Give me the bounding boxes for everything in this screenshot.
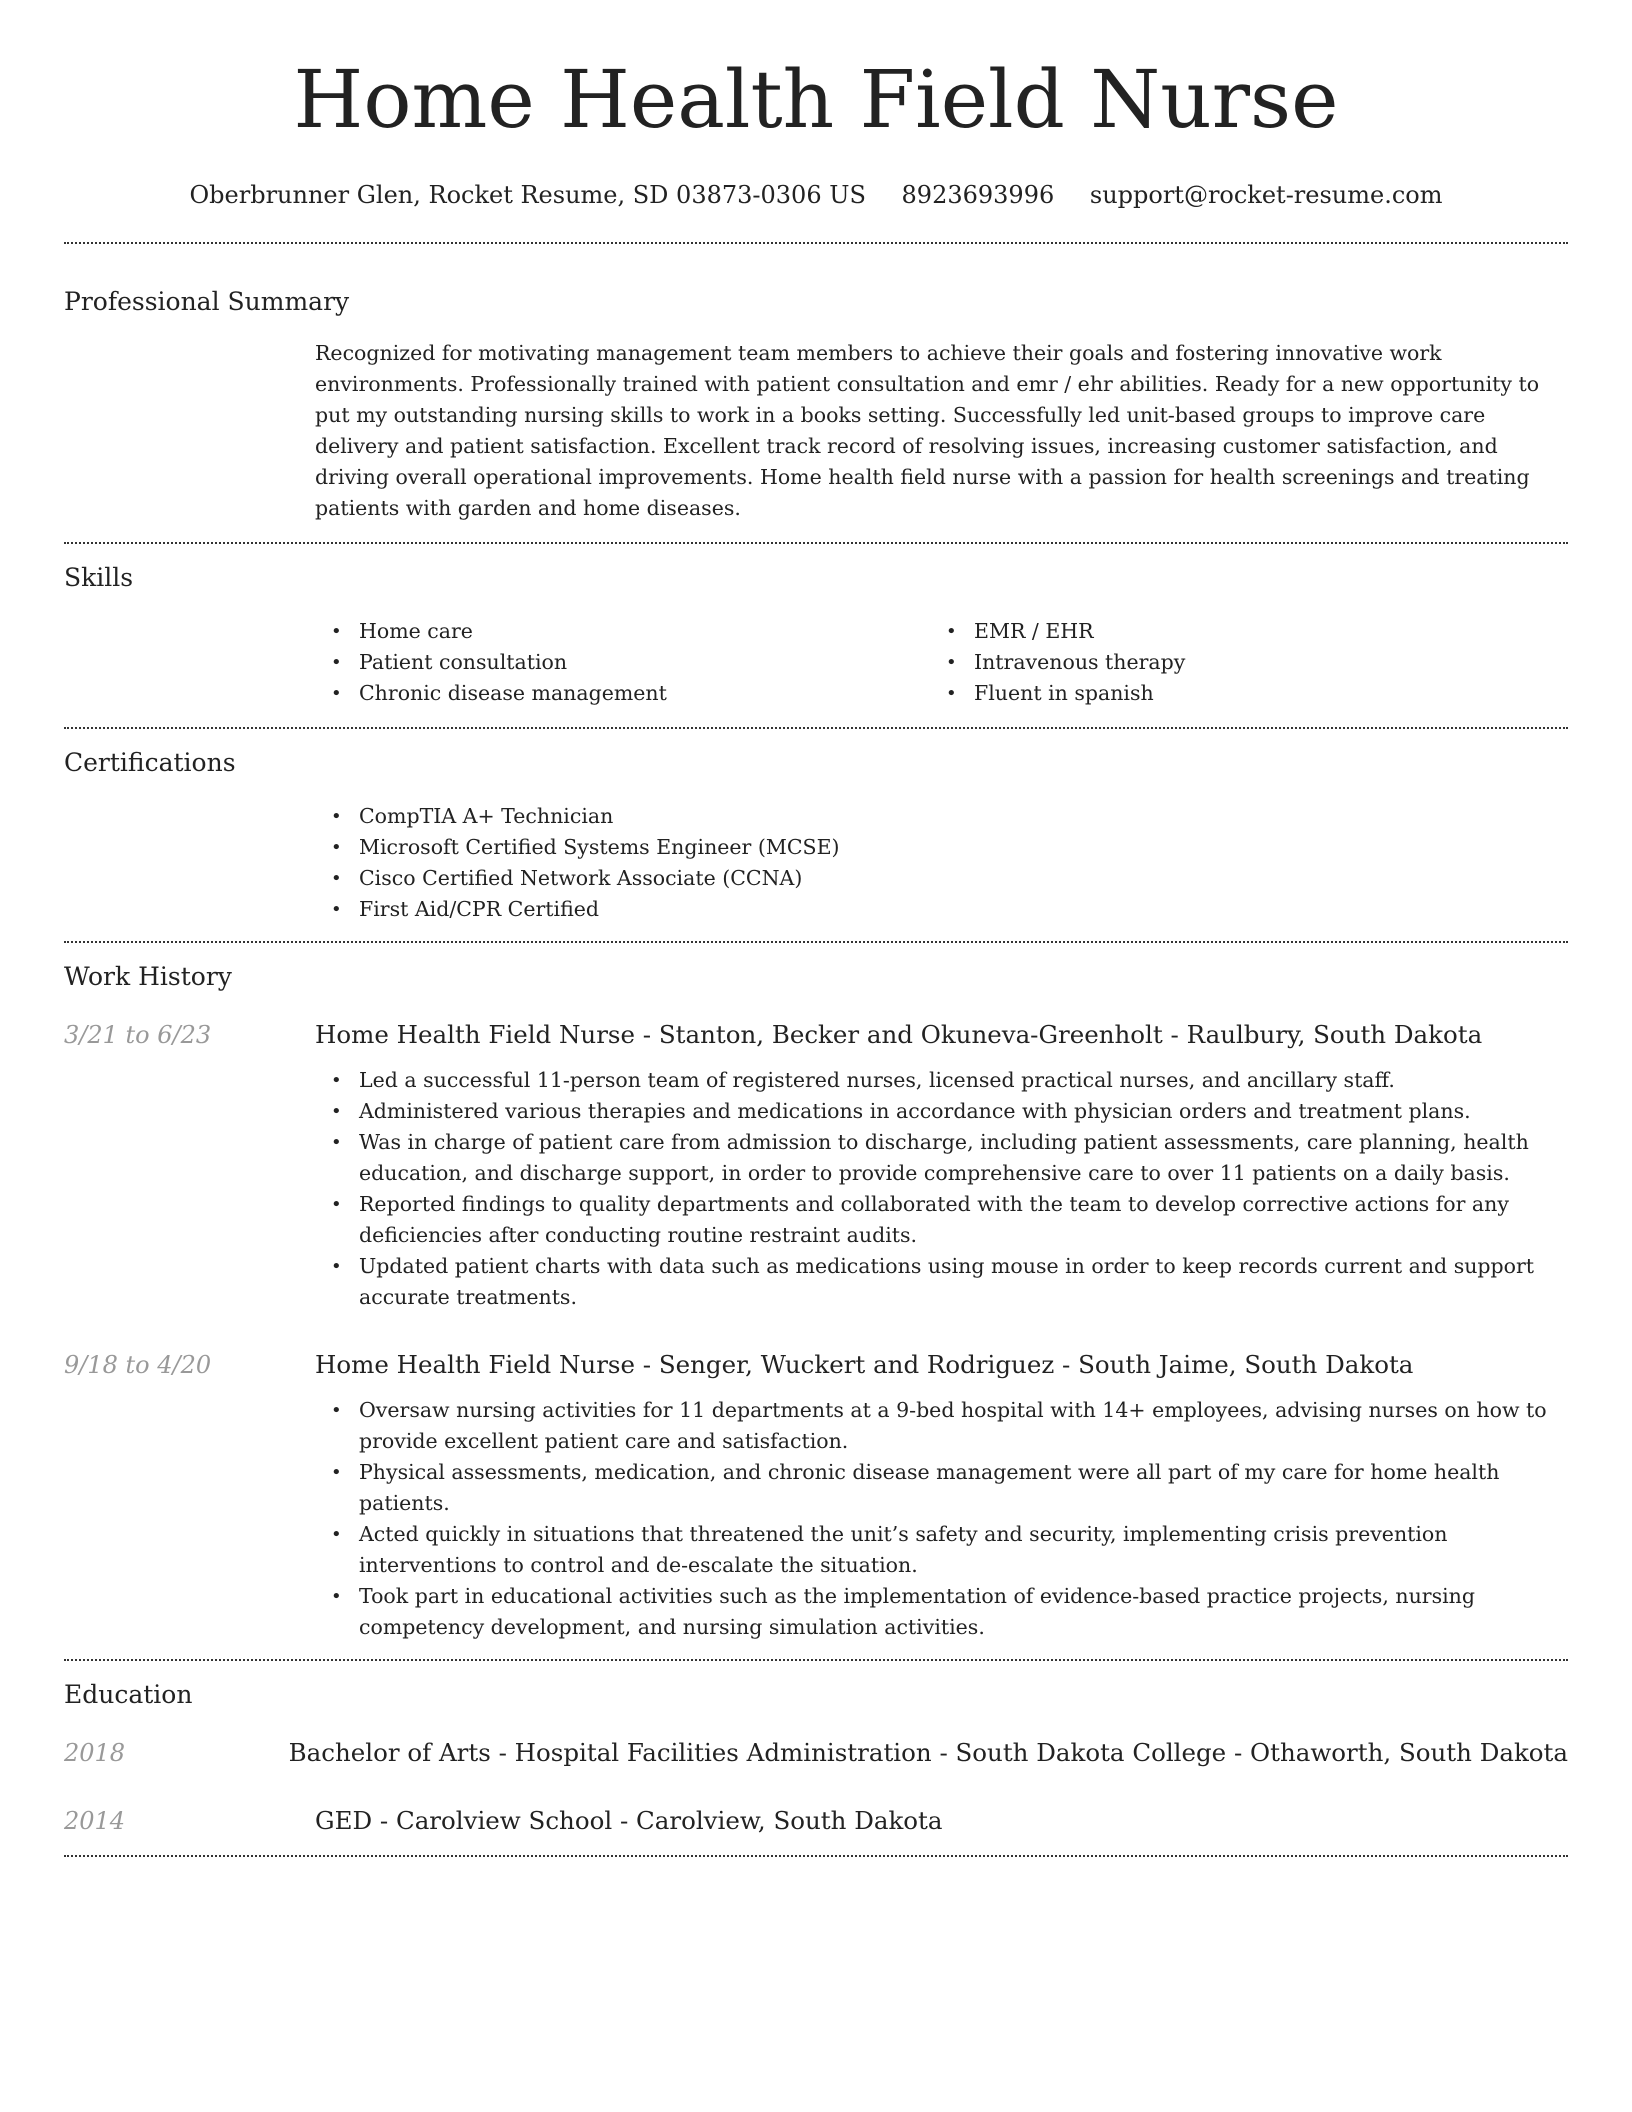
job-entry-2 — [64, 1349, 1568, 1381]
job-2-bullets — [315, 1395, 1568, 1643]
job-bullet: • Led a successful 11-person team of registered nurses, licensed practical nurses, and ancillary staff. — [315, 1065, 1568, 1096]
candidate-name: Home Health Field Nurse — [293, 53, 1339, 146]
job-title: Home Health Field Nurse - Senger, Wuckert and Rodriguez - South Jaime, South Dakota — [315, 1350, 1414, 1379]
skills-list — [315, 616, 1568, 709]
job-bullet: • Was in charge of patient care from admission to discharge, including patient assessments, care planning, health education, and discharge support, in order to provide comprehensive care to over 11 patients on a daily basis. — [315, 1127, 1568, 1189]
skill-item: • EMR / EHR — [930, 616, 1545, 647]
job-bullet: • Reported findings to quality departments and collaborated with the team to develop corrective actions for any deficiencies after conducting routine restraint audits. — [315, 1189, 1568, 1251]
summary-text: Recognized for motivating management team members to achieve their goals and fostering innovative work environments. Professionally trained with patient consultation and emr / ehr abilities. Ready for a new opportunity to put my outstanding nursing skills to work in a books setting. Successfully led unit-based groups to improve care delivery and patient satisfaction. Excellent track record of resolving issues, increasing customer satisfaction, and driving overall operational improvements. Home health field nurse with a passion for health screenings and treating patients with garden and home diseases. — [315, 341, 1540, 520]
job-bullet: • Physical assessments, medication, and chronic disease management were all part of my care for home health patients. — [315, 1457, 1568, 1519]
contact-line — [64, 180, 1568, 210]
certification-item: • CompTIA A+ Technician — [315, 801, 1568, 832]
contact-email: support@rocket-resume.com — [1089, 181, 1443, 209]
job-1-bullets — [315, 1065, 1568, 1313]
work-history-heading: Work History — [64, 962, 232, 991]
section-divider — [64, 727, 1568, 729]
skills-column-right — [930, 616, 1545, 709]
resume-page — [64, 0, 1568, 1857]
skill-item: • Fluent in spanish — [930, 678, 1545, 709]
certification-item: • Cisco Certified Network Associate (CCNA) — [315, 863, 1568, 894]
section-divider — [64, 1855, 1568, 1857]
job-bullet: • Administered various therapies and medications in accordance with physician orders and treatment plans. — [315, 1096, 1568, 1127]
job-bullet: • Acted quickly in situations that threatened the unit’s safety and security, implementing crisis prevention interventions to control and de-escalate the situation. — [315, 1519, 1568, 1581]
job-title: Home Health Field Nurse - Stanton, Becker and Okuneva-Greenholt - Raulbury, South Dakota — [315, 1020, 1483, 1049]
certifications-list — [315, 801, 1568, 925]
skills-heading: Skills — [64, 563, 134, 592]
section-divider — [64, 941, 1568, 943]
section-divider — [64, 1659, 1568, 1661]
education-date: 2014 — [64, 1807, 126, 1835]
job-date: 3/21 to 6/23 — [64, 1021, 212, 1049]
certification-item: • First Aid/CPR Certified — [315, 894, 1568, 925]
education-entry-2 — [64, 1805, 1568, 1837]
education-entry-1 — [64, 1737, 1568, 1769]
education-title: GED - Carolview School - Carolview, South Dakota — [315, 1806, 943, 1835]
section-divider — [64, 242, 1568, 244]
job-entry-1 — [64, 1019, 1568, 1051]
certifications-heading: Certifications — [64, 748, 236, 777]
contact-address: Oberbrunner Glen, Rocket Resume, SD 03873-0306 US — [189, 181, 866, 209]
education-title: Bachelor of Arts - Hospital Facilities Administration - South Dakota College - Othaworth, South Dakota — [288, 1738, 1568, 1767]
education-heading: Education — [64, 1680, 193, 1709]
skill-item: • Intravenous therapy — [930, 647, 1545, 678]
job-date: 9/18 to 4/20 — [64, 1351, 212, 1379]
summary-heading: Professional Summary — [64, 287, 350, 316]
contact-phone: 8923693996 — [901, 181, 1055, 209]
job-bullet: • Updated patient charts with data such as medications using mouse in order to keep records current and support accurate treatments. — [315, 1251, 1568, 1313]
section-divider — [64, 542, 1568, 544]
education-date: 2018 — [64, 1739, 126, 1767]
job-bullet: • Took part in educational activities such as the implementation of evidence-based practice projects, nursing competency development, and nursing simulation activities. — [315, 1581, 1568, 1643]
skill-item: • Home care — [315, 616, 930, 647]
job-bullet: • Oversaw nursing activities for 11 departments at a 9-bed hospital with 14+ employees, advising nurses on how to provide excellent patient care and satisfaction. — [315, 1395, 1568, 1457]
skill-item: • Chronic disease management — [315, 678, 930, 709]
skill-item: • Patient consultation — [315, 647, 930, 678]
skills-column-left — [315, 616, 930, 709]
certification-item: • Microsoft Certified Systems Engineer (MCSE) — [315, 832, 1568, 863]
